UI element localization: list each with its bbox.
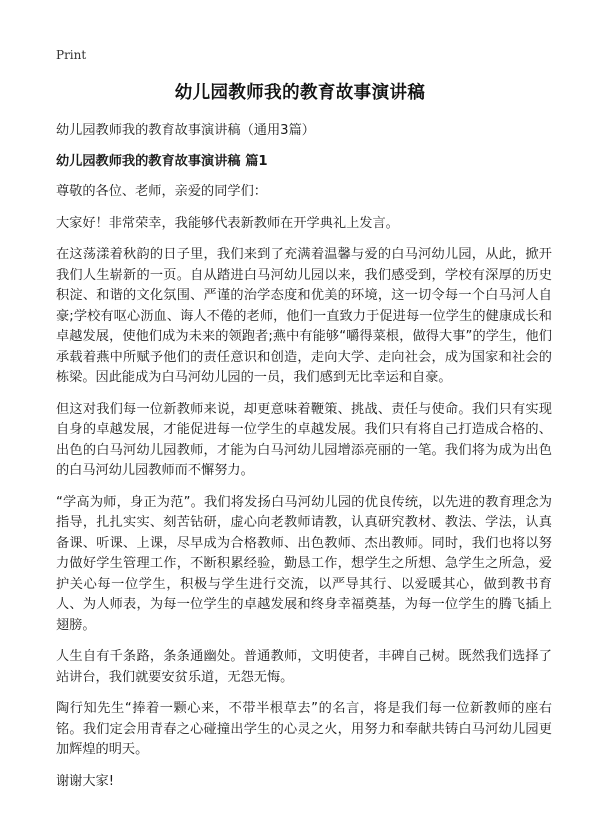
document-body [56, 121, 552, 803]
section-heading: 幼儿园教师我的教育故事演讲稿 篇1 [56, 154, 268, 169]
body-paragraph: 陶行知先生“捧着一颗心来，不带半根草去”的名言，将是我们每一位新教师的座右铭。我们定会用青春之心碰撞出学生的心灵之火，用努力和奉献共铸白马河幼儿园更加辉煌的明天。 [56, 701, 552, 757]
body-paragraph: 人生自有千条路，条条通幽处。普通教师，文明使者，丰碑自己树。既然我们选择了站讲台，我们就要安贫乐道，无怨无悔。 [56, 649, 552, 685]
closing-paragraph: 谢谢大家! [56, 773, 115, 789]
body-paragraph: 在这荡漾着秋韵的日子里，我们来到了充满着温馨与爱的白马河幼儿园，从此，掀开我们人生崭新的一页。自从踏进白马河幼儿园以来，我们感受到，学校有深厚的历史积淀、和谐的文化氛围、严谨的治学态度和优美的环境，这一切令每一个白马河人自豪;学校有呕心沥血、诲人不倦的老师，他们一直致力于促进每一位学生的健康成长和卓越发展，使他们成为未来的领跑者;燕中有能够“嚼得菜根，做得大事”的学生，他们承载着燕中所赋予他们的责任意识和创造，走向大学、走向社会，成为国家和社会的栋梁。因此能成为白马河幼儿园的一员，我们感到无比幸运和自豪。 [56, 247, 552, 385]
greeting-paragraph: 尊敬的各位、老师，亲爱的同学们： [56, 184, 267, 199]
body-paragraph: “学高为师，身正为范”。我们将发扬白马河幼儿园的优良传统，以先进的教育理念为指导，扎扎实实、刻苦钻研，虚心向老教师请教，认真研究教材、教法、学法，认真备课、听课、上课，尽早成为合格教师、出色教师、杰出教师。同时，我们也将以努力做好学生管理工作，不断积累经验，勤恳工作，想学生之所想、急学生之所急，爱护关心每一位学生，积极与学生进行交流，以严导其行、以爱暖其心，做到教书育人、为人师表，为每一位学生的卓越发展和终身幸福奠基，为每一位学生的腾飞插上翅膀。 [56, 494, 552, 633]
print-link[interactable]: Print [56, 48, 87, 62]
body-paragraph: 大家好！非常荣幸，我能够代表新教师在开学典礼上发言。 [56, 215, 399, 231]
document-subtitle: 幼儿园教师我的教育故事演讲稿（通用3篇） [56, 123, 315, 138]
page-title: 幼儿园教师我的教育故事演讲稿 [174, 83, 426, 103]
body-paragraph: 但这对我们每一位新教师来说，却更意味着鞭策、挑战、责任与使命。我们只有实现自身的卓越发展，才能促进每一位学生的卓越发展。我们只有将自己打造成合格的、出色的白马河幼儿园教师，才能为白马河幼儿园增添亮丽的一笔。我们将为成为出色的白马河幼儿园教师而不懈努力。 [56, 401, 552, 478]
